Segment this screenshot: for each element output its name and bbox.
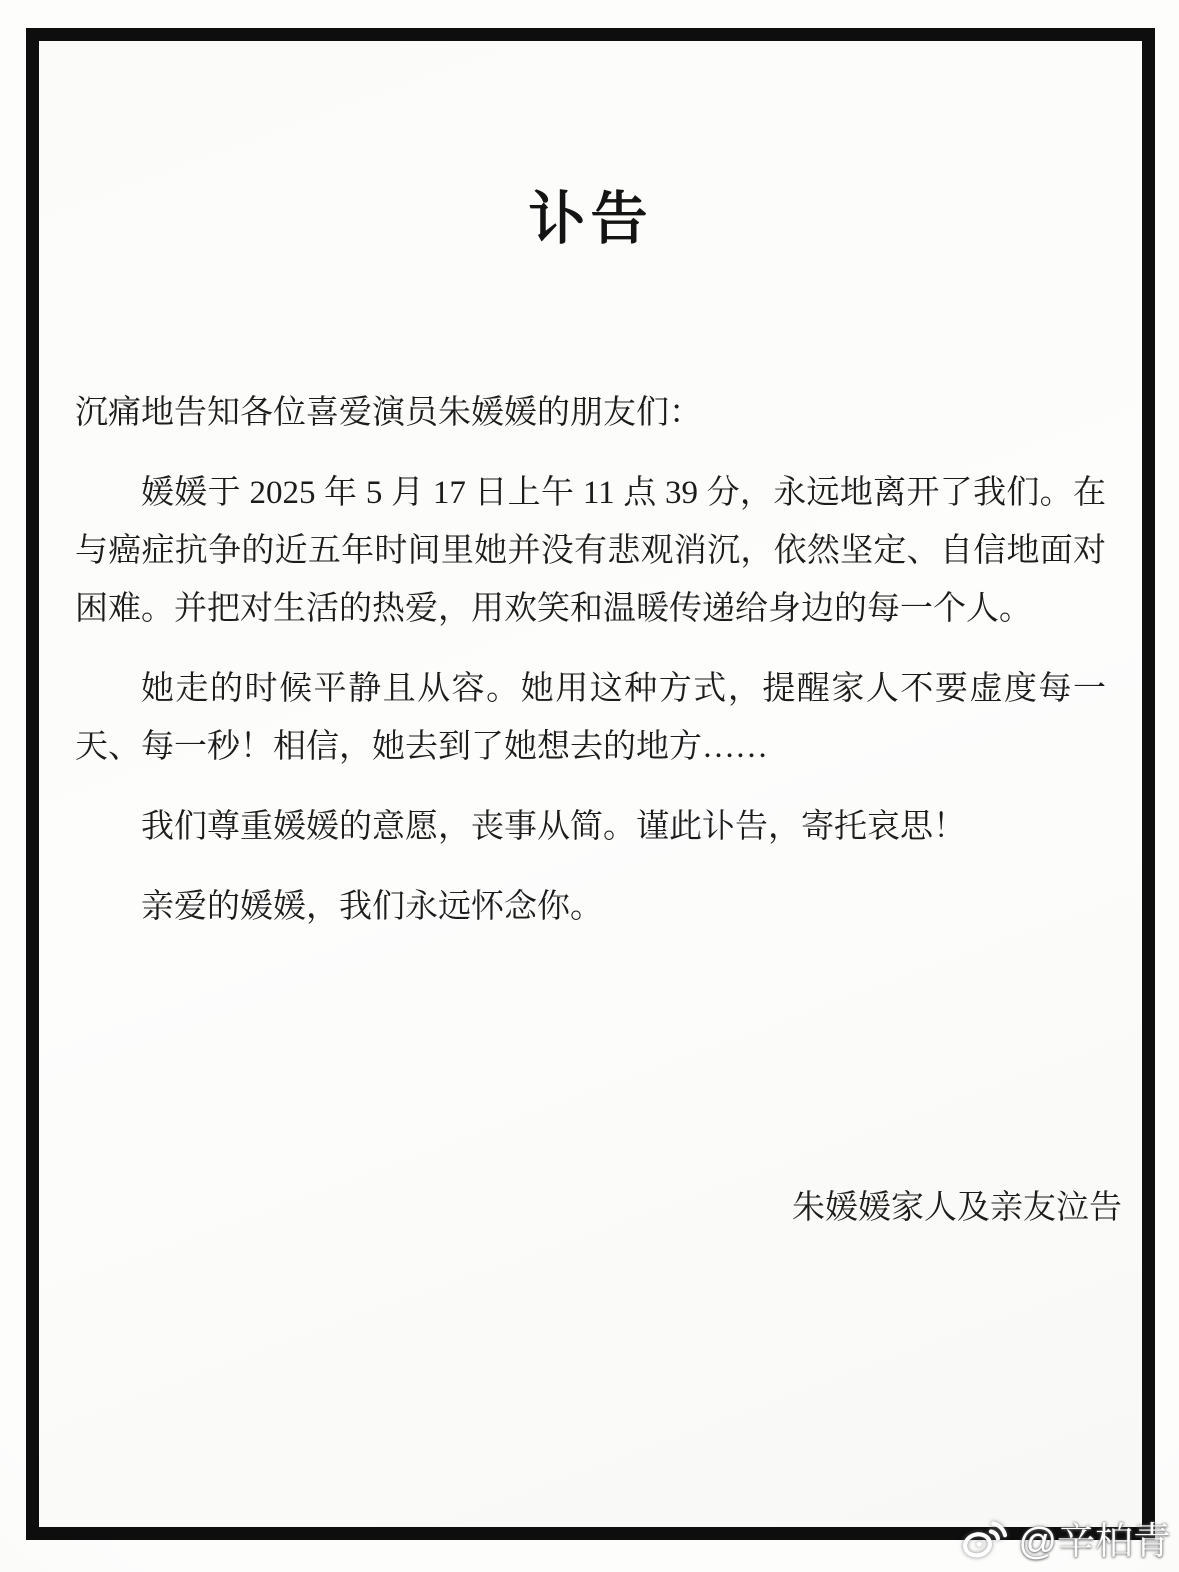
obituary-salutation: 沉痛地告知各位喜爱演员朱媛媛的朋友们： xyxy=(75,395,702,431)
obituary-paragraph-4: 亲爱的媛媛，我们永远怀念你。 xyxy=(141,889,603,925)
signature-line: 朱媛媛家人及亲友泣告 xyxy=(792,1190,1122,1226)
document-body xyxy=(75,384,1106,936)
obituary-paragraph-2: 她走的时候平静且从容。她用这种方式，提醒家人不要虚度每一天、每一秒！相信，她去到了她想去的地方…… xyxy=(75,671,1106,765)
weibo-logo-icon xyxy=(960,1517,1010,1566)
obituary-paragraph-1: 媛媛于 2025 年 5 月 17 日上午 11 点 39 分，永远地离开了我们。在与癌症抗争的近五年时间里她并没有悲观消沉，依然坚定、自信地面对困难。并把对生活的热爱，用欢笑和温暖传递给身边的每一个人。 xyxy=(75,475,1106,627)
document-frame xyxy=(26,28,1155,1540)
document-title-text: 讣告 xyxy=(528,187,653,251)
document-title xyxy=(75,187,1106,251)
weibo-watermark xyxy=(960,1517,1171,1566)
obituary-paragraph-3: 我们尊重媛媛的意愿，丧事从简。谨此讣告，寄托哀思！ xyxy=(141,809,966,845)
watermark-handle: @辛柏青 xyxy=(1018,1520,1171,1563)
